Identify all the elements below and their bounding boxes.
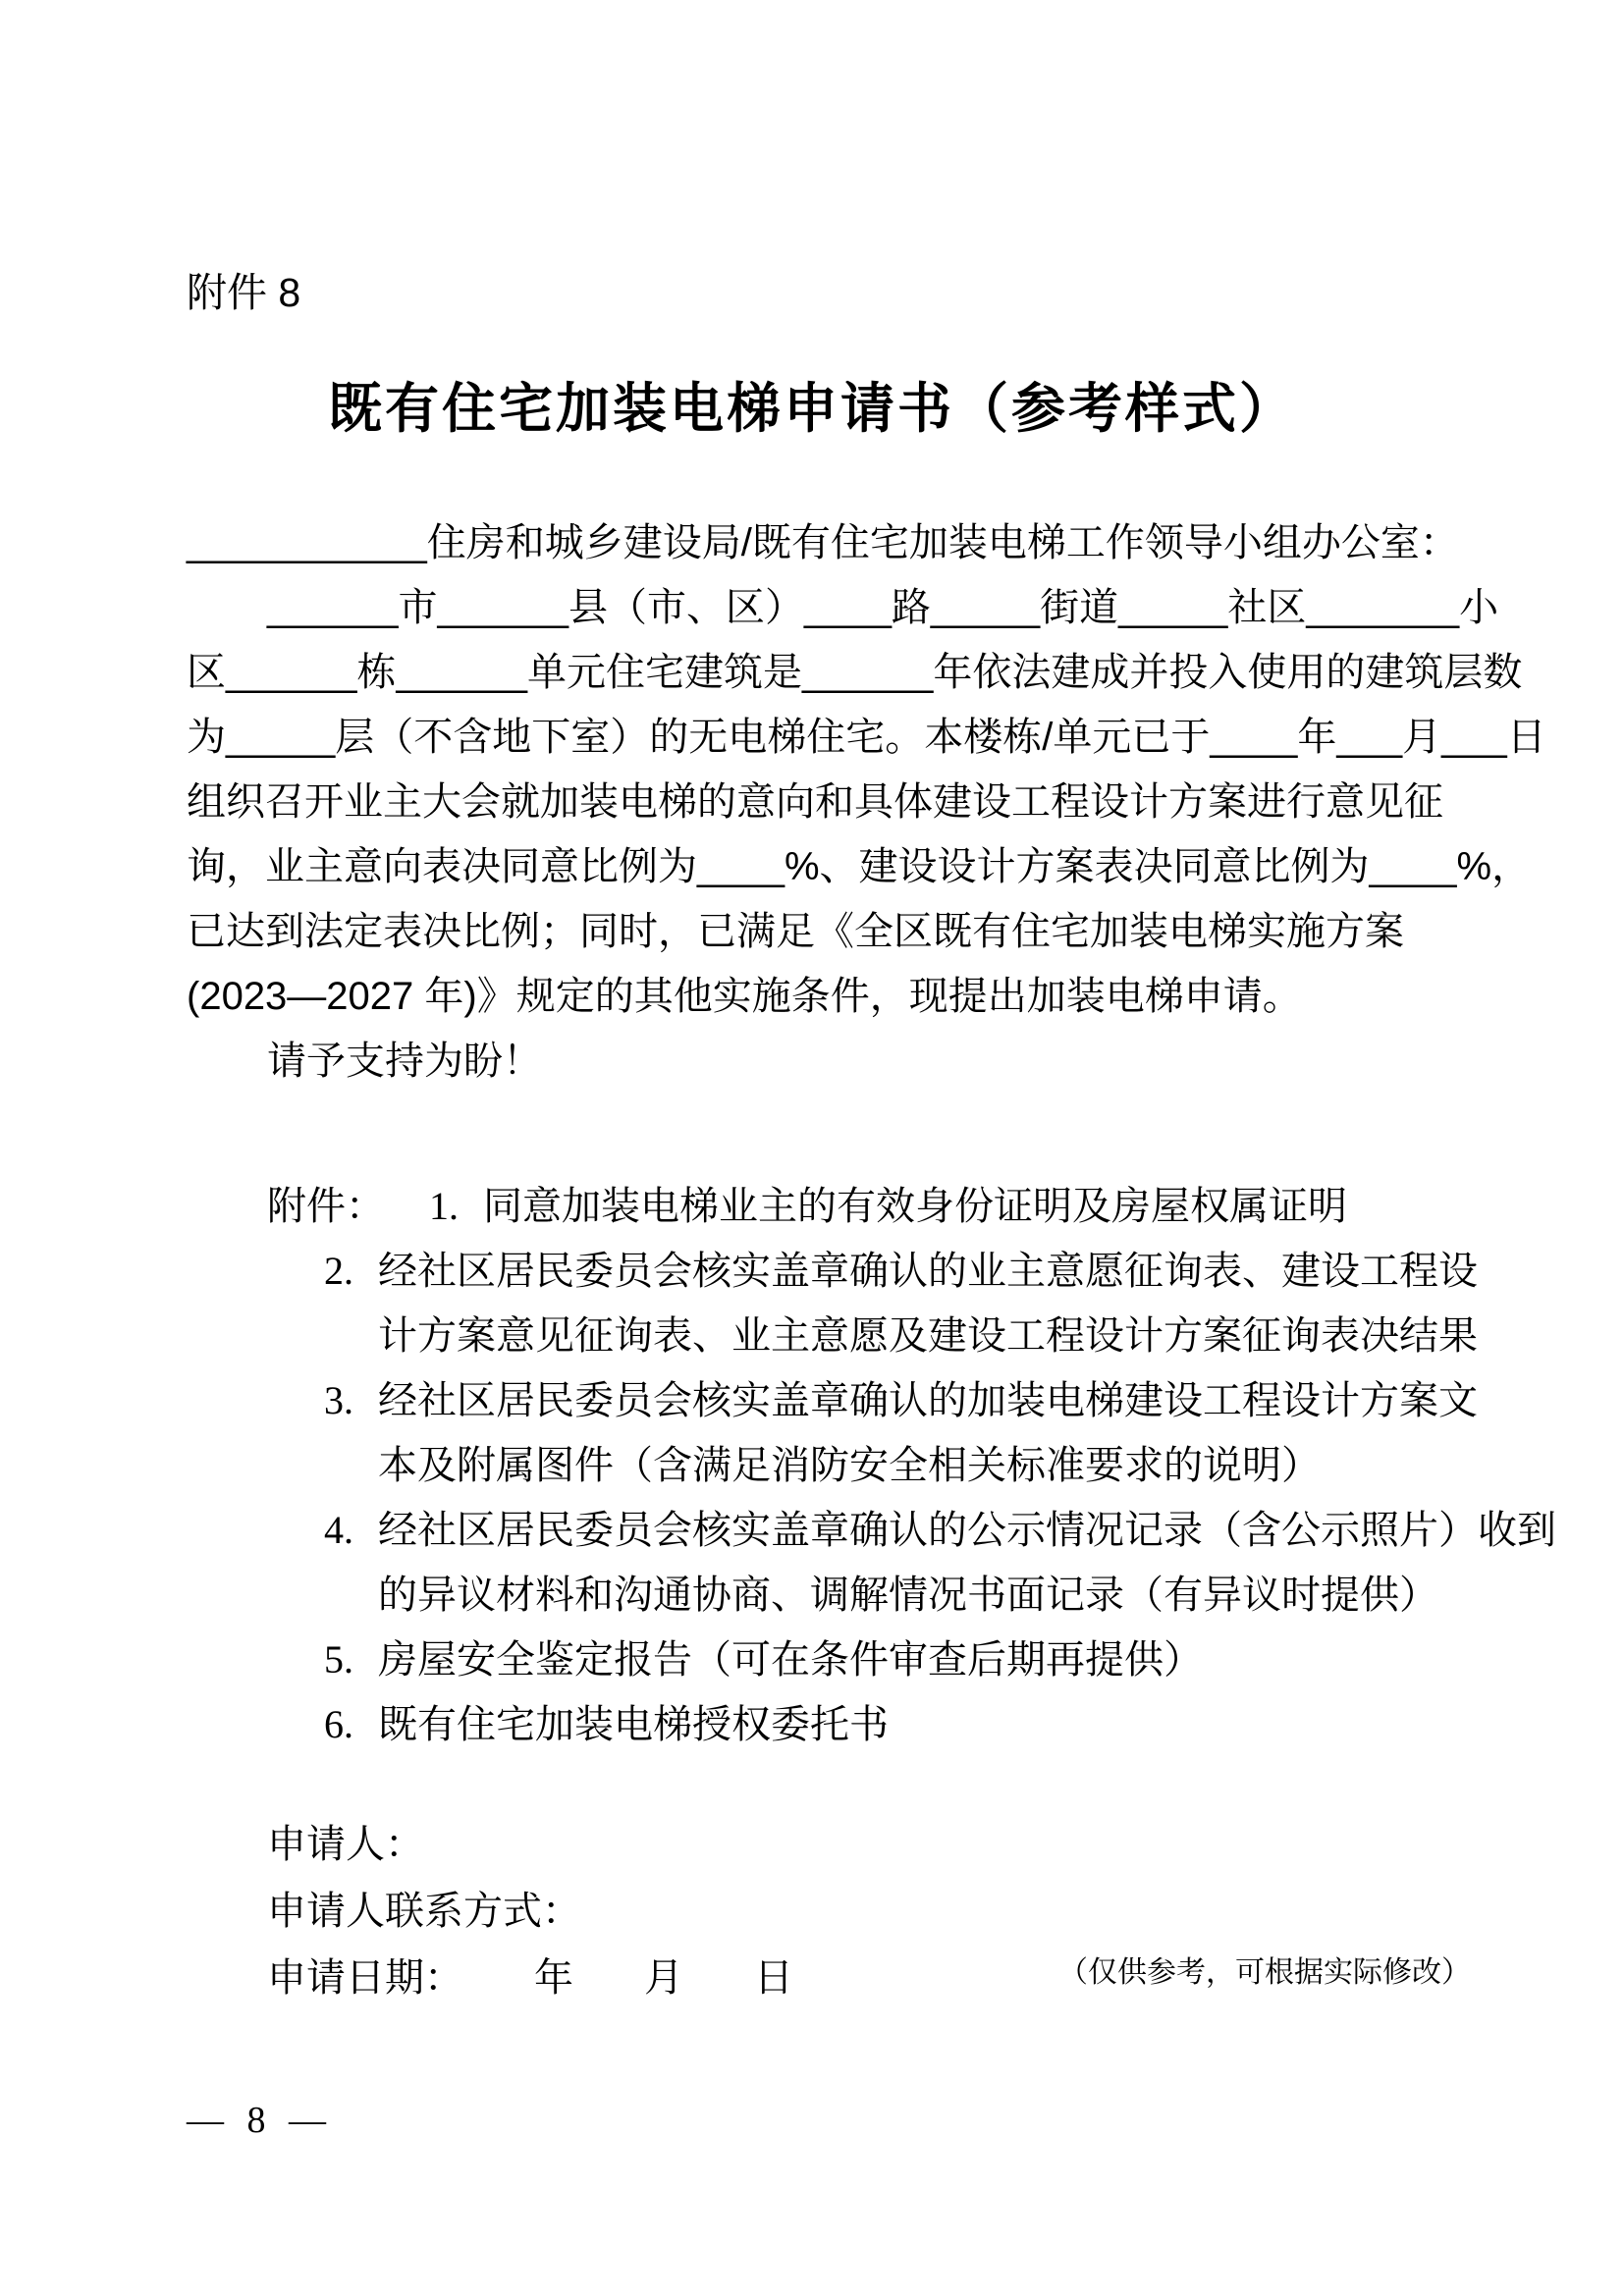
attachment-number: 附件 8	[187, 270, 301, 315]
attachment-item	[187, 1174, 1453, 1239]
attachment-item-number: 1.	[429, 1184, 459, 1228]
attachment-item-number: 4.	[324, 1508, 353, 1552]
attachment-item	[187, 1692, 1453, 1757]
attachment-item-text: 经社区居民委员会核实盖章确认的公示情况记录（含公示照片）收到	[378, 1509, 1556, 1552]
date-month-label: 月	[644, 1956, 683, 2000]
closing-line: 请予支持为盼！	[267, 1040, 542, 1083]
salutation-line: ___________住房和城乡建设局/既有住宅加装电梯工作领导小组办公室：	[187, 521, 1459, 564]
attachment-item-number: 5.	[324, 1637, 353, 1682]
applicant-contact-label: 申请人联系方式：	[267, 1890, 581, 1933]
attachment-item-continuation: 的异议材料和沟通协商、调解情况书面记录（有异议时提供）	[378, 1574, 1438, 1617]
attachment-item-text: 经社区居民委员会核实盖章确认的业主意愿征询表、建设工程设	[378, 1250, 1478, 1293]
attachment-item-number: 2.	[324, 1249, 353, 1293]
body-line: 已达到法定表决比例；同时，已满足《全区既有住宅加装电梯实施方案	[187, 910, 1404, 953]
attachment-item-text: 经社区居民委员会核实盖章确认的加装电梯建设工程设计方案文	[378, 1379, 1478, 1422]
application-date-line	[267, 1945, 793, 2011]
body-line: 为_____层（不含地下室）的无电梯住宅。本楼栋/单元已于____年___月___日	[187, 716, 1546, 759]
date-label: 申请日期：	[267, 1956, 463, 2000]
attachment-item	[187, 1368, 1478, 1433]
applicant-label: 申请人：	[267, 1823, 424, 1866]
body-line: ______市______县（市、区）____路_____街道_____社区_______小	[267, 586, 1499, 629]
attachment-item-continuation: 本及附属图件（含满足消防安全相关标准要求的说明）	[378, 1444, 1321, 1487]
page-number: — 8 —	[187, 2100, 326, 2141]
reference-note: （仅供参考，可根据实际修改）	[1058, 1956, 1471, 1989]
attachment-list	[187, 1174, 1556, 1757]
attachment-item	[187, 1628, 1453, 1692]
date-year-label: 年	[534, 1956, 573, 2000]
body-line: 询，业主意向表决同意比例为____%、建设设计方案表决同意比例为____%，	[187, 845, 1532, 888]
attachment-item-number: 6.	[324, 1702, 353, 1746]
body-line: 组织召开业主大会就加装电梯的意向和具体建设工程设计方案进行意见征	[187, 780, 1443, 824]
attachment-item-text: 既有住宅加装电梯授权委托书	[378, 1703, 889, 1746]
attachment-item-text: 房屋安全鉴定报告（可在条件审查后期再提供）	[378, 1638, 1203, 1682]
body-line: (2023—2027 年)》规定的其他实施条件，现提出加装电梯申请。	[187, 975, 1302, 1018]
attachment-list-label: 附件：	[267, 1185, 385, 1228]
date-day-label: 日	[754, 1956, 793, 2000]
attachment-item-text: 同意加装电梯业主的有效身份证明及房屋权属证明	[483, 1185, 1347, 1228]
body-paragraphs	[187, 510, 1546, 1094]
signature-block	[267, 1811, 793, 2011]
body-line: 区______栋______单元住宅建筑是______年依法建成并投入使用的建筑层数	[187, 651, 1523, 694]
attachment-item	[187, 1498, 1556, 1563]
attachment-item-number: 3.	[324, 1378, 353, 1422]
attachment-item-continuation: 计方案意见征询表、业主意愿及建设工程设计方案征询表决结果	[378, 1314, 1478, 1358]
document-title: 既有住宅加装电梯申请书（参考样式）	[327, 378, 1296, 439]
attachment-item	[187, 1239, 1478, 1304]
